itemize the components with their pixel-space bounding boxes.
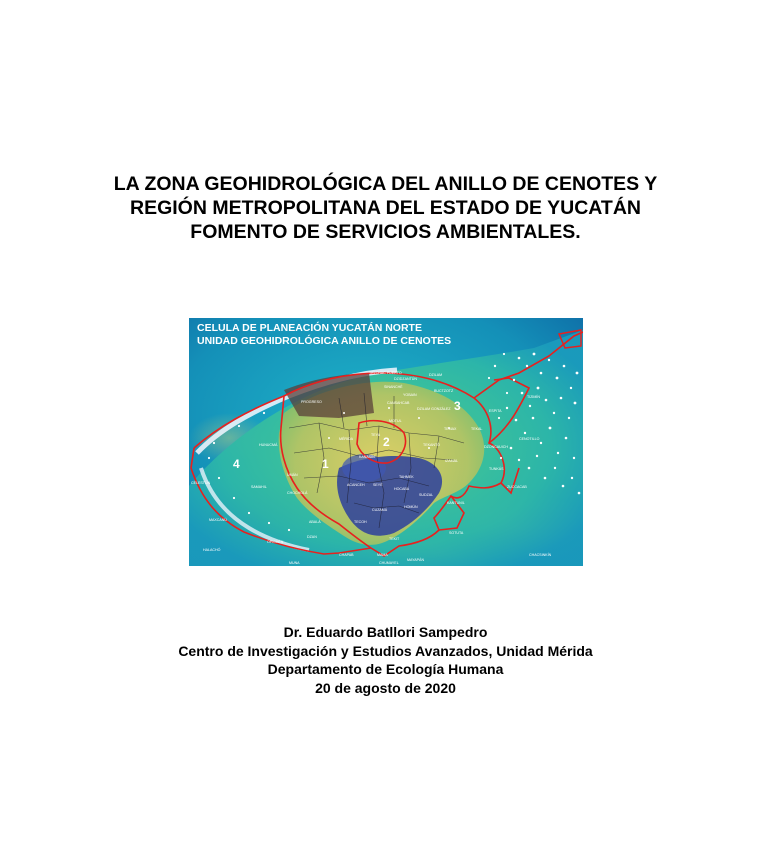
- municipality-label: ACANCEH: [347, 483, 365, 487]
- municipality-label: TECOH: [354, 520, 367, 524]
- municipality-label: SUDZAL: [419, 493, 434, 497]
- municipality-label: PROGRESO: [301, 400, 322, 404]
- municipality-label: HUNUCMÁ: [259, 443, 278, 447]
- municipality-label: DZILAM: [429, 373, 443, 377]
- municipality-label: YOBAIN: [403, 393, 417, 397]
- municipality-label: MAYAPÁN: [407, 558, 425, 562]
- title-line-2: REGIÓN METROPOLITANA DEL ESTADO DE YUCATÁN: [130, 197, 641, 219]
- municipality-label: DZIDZANTÚN: [394, 377, 417, 381]
- zone-number-2: 2: [383, 435, 390, 449]
- municipality-label: DZAN: [307, 535, 317, 539]
- municipality-label: HOMÚN: [404, 505, 418, 509]
- author-name: Dr. Eduardo Batllori Sampedro: [283, 624, 488, 640]
- title-line-3: FOMENTO DE SERVICIOS AMBIENTALES.: [190, 221, 581, 243]
- municipality-label: CHUMAYEL: [379, 561, 399, 565]
- municipality-label: CUZAMÁ: [372, 508, 388, 512]
- municipality-label: ESPITA: [489, 409, 502, 413]
- municipality-label: CHACSINKÍN: [529, 553, 552, 557]
- municipality-label: HALACHÓ: [203, 548, 221, 552]
- map-heading-line-1: CELULA DE PLANEACIÓN YUCATÁN NORTE: [197, 322, 422, 334]
- municipality-label: TEKAL: [471, 427, 483, 431]
- municipality-label: KANASÍN: [359, 455, 375, 459]
- document-date: 20 de agosto de 2020: [315, 679, 456, 696]
- municipality-label: TAHMEK: [399, 475, 414, 479]
- municipality-label: CENOTILLO: [519, 437, 540, 441]
- municipality-label: CANSAHCAB: [387, 401, 410, 405]
- municipality-label: CELESTÚN: [191, 481, 211, 485]
- author-block: [40, 623, 731, 697]
- municipality-label: IZAMAL: [445, 459, 458, 463]
- municipality-label: MÉRIDA: [339, 437, 353, 441]
- title-line-1: LA ZONA GEOHIDROLÓGICA DEL ANILLO DE CENOTES Y: [113, 173, 658, 195]
- geohydrology-map: [189, 318, 583, 566]
- municipality-label: SINANCHÉ: [384, 385, 403, 389]
- author-department: Departamento de Ecología Humana: [267, 661, 504, 677]
- municipality-label: DZONCAUICH: [484, 445, 508, 449]
- zone-number-1: 1: [322, 457, 329, 471]
- municipality-label: SAMAHIL: [251, 485, 267, 489]
- municipality-label: MAMA: [377, 553, 388, 557]
- municipality-label: DZILAM GONZÁLEZ: [417, 407, 451, 411]
- municipality-label: ABALÁ: [309, 520, 321, 524]
- municipality-label: CHOCHOLÁ: [287, 491, 308, 495]
- municipality-label: TEKIT: [389, 537, 400, 541]
- municipality-label: TUNKÁS: [489, 467, 504, 471]
- municipality-label: TEYA: [371, 433, 381, 437]
- municipality-label: TEMAX: [444, 427, 457, 431]
- municipality-label: BUCTZOTZ: [434, 389, 454, 393]
- municipality-label: MUNA: [289, 561, 300, 565]
- municipality-label: KANTUNIL: [447, 501, 465, 505]
- municipality-label: CHAPAB: [339, 553, 354, 557]
- document-title: [40, 172, 731, 244]
- municipality-label: ZUCCACAB: [507, 485, 527, 489]
- municipality-label: SOTUTA: [449, 531, 464, 535]
- map-heading-line-2: UNIDAD GEOHIDROLÓGICA ANILLO DE CENOTES: [197, 335, 452, 347]
- municipality-label: OPICHÉN: [267, 540, 284, 544]
- municipality-label: MOTUL: [389, 419, 402, 423]
- municipality-label: SEYÉ: [373, 483, 383, 487]
- municipality-label: MAXCANÚ: [209, 518, 227, 522]
- zone-number-3: 3: [454, 399, 461, 413]
- author-institution: Centro de Investigación y Estudios Avanzados, Unidad Mérida: [178, 642, 593, 659]
- municipality-label: TEKANTÓ: [423, 443, 440, 447]
- map-graphic: [189, 318, 583, 566]
- municipality-label: UMÁN: [287, 473, 298, 477]
- municipality-label: TIZIMÍN: [527, 395, 540, 399]
- municipality-label: TELCHAC PUERTO: [369, 371, 402, 375]
- municipality-label: HOCABÁ: [394, 487, 410, 491]
- zone-number-4: 4: [233, 457, 240, 471]
